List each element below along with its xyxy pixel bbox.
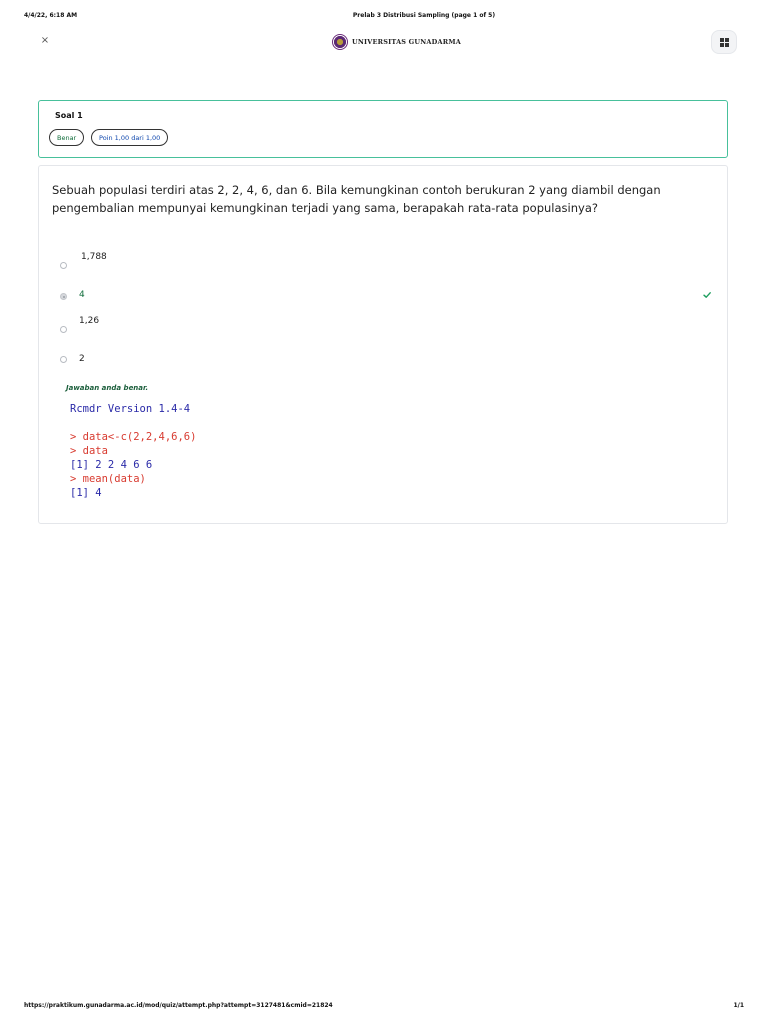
quiz-navigation-button[interactable] xyxy=(711,30,737,54)
code-header: Rcmdr Version 1.4-4 xyxy=(70,403,191,415)
status-badge: Benar xyxy=(49,129,84,146)
print-doc-title: Prelab 3 Distribusi Sampling (page 1 of 5) xyxy=(352,12,496,19)
option-label: 1,788 xyxy=(81,252,107,262)
code-line: > mean(data) xyxy=(70,473,146,485)
option-label: 4 xyxy=(79,290,85,300)
print-url: https://praktikum.gunadarma.ac.id/mod/quiz/attempt.php?attempt=3127481&cmid=21824 xyxy=(24,1002,333,1009)
radio-button[interactable] xyxy=(60,356,67,363)
quiz-topbar xyxy=(0,28,768,56)
print-datetime: 4/4/22, 6:18 AM xyxy=(24,12,78,19)
points-badge: Poin 1,00 dari 1,00 xyxy=(91,129,168,146)
radio-button[interactable] xyxy=(60,262,67,269)
seal-icon xyxy=(332,34,348,50)
answer-option-1[interactable] xyxy=(59,252,709,272)
option-label: 2 xyxy=(79,354,85,364)
close-button[interactable]: × xyxy=(40,35,50,46)
feedback-text: Jawaban anda benar. xyxy=(66,384,149,392)
question-card xyxy=(38,165,728,524)
answer-option-4[interactable] xyxy=(59,354,709,374)
code-line: [1] 2 2 4 6 6 xyxy=(70,459,153,471)
answer-option-3[interactable] xyxy=(59,316,709,336)
code-line: [1] 4 xyxy=(70,487,102,499)
radio-button[interactable] xyxy=(60,326,67,333)
option-label: 1,26 xyxy=(79,316,100,326)
question-info-card xyxy=(38,100,728,158)
grid-icon xyxy=(720,38,729,47)
logo-text: UNIVERSITAS GUNADARMA xyxy=(352,38,461,46)
question-text: Sebuah populasi terdiri atas 2, 2, 4, 6, dan 6. Bila kemungkinan contoh berukuran 2 yang diambil dengan pengembalian mempunyai kemungkinan terjadi yang sama, berapakah rata-rata populasinya? xyxy=(52,183,661,215)
print-page-count: 1/1 xyxy=(733,1002,744,1009)
question-number: Soal 1 xyxy=(55,111,83,120)
code-line: > data<-c(2,2,4,6,6) xyxy=(70,431,197,443)
code-line: > data xyxy=(70,445,108,457)
r-console-output xyxy=(70,402,196,500)
university-logo xyxy=(332,33,461,51)
answer-option-2[interactable] xyxy=(59,290,709,310)
check-icon xyxy=(702,290,712,300)
radio-button-selected[interactable] xyxy=(60,293,67,300)
